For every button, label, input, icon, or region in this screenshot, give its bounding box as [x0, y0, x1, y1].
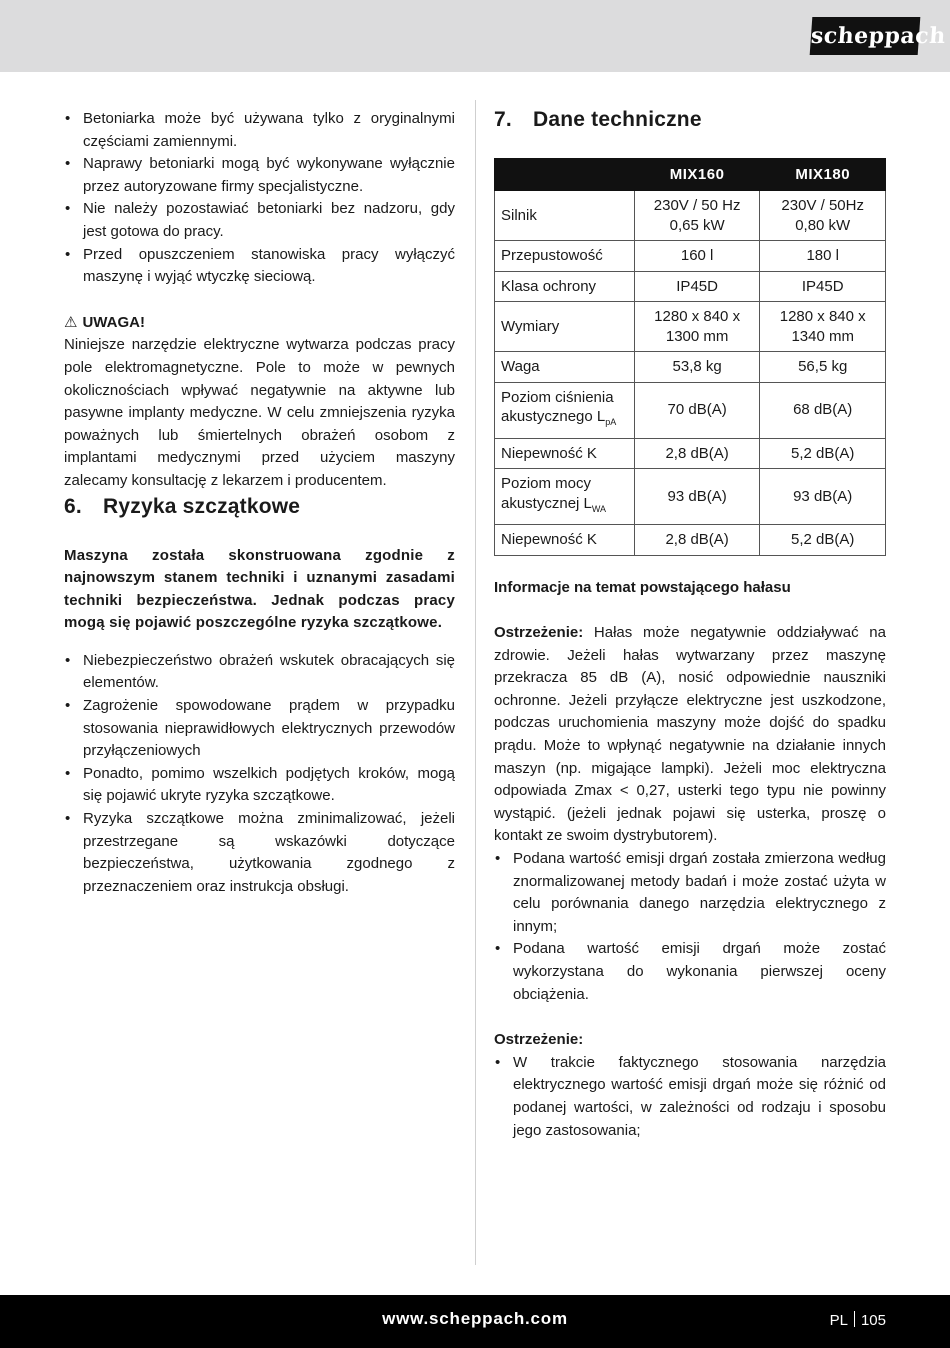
row-label: Wymiary [495, 302, 635, 352]
cell-line: akustycznego L [501, 408, 606, 425]
noise-warning-paragraph [494, 622, 886, 848]
warning-triangle-icon: ⚠ [64, 313, 78, 331]
warning-title [64, 312, 455, 335]
table-row [495, 352, 886, 383]
warning-block [64, 312, 455, 493]
row-label [495, 469, 635, 525]
table-cell: 2,8 dB(A) [634, 438, 760, 469]
row-label [495, 382, 635, 438]
table-cell: 56,5 kg [760, 352, 886, 383]
separator [854, 1311, 855, 1327]
table-header-cell: MIX160 [634, 159, 760, 191]
table-cell [634, 302, 760, 352]
list-item: • Przed opuszczeniem stanowiska pracy wyłączyć maszynę i wyjąć wtyczkę sieciową. [64, 244, 455, 289]
cell-line: 1280 x 840 x [779, 308, 866, 325]
table-row [495, 469, 886, 525]
table-row [495, 191, 886, 241]
section-number: 7. [494, 108, 512, 131]
table-row [495, 382, 886, 438]
table-header-row [495, 159, 886, 191]
table-row [495, 271, 886, 302]
header-bar [0, 0, 950, 72]
table-header-cell [495, 159, 635, 191]
list-item: • Ponadto, pomimo wszelkich podjętych kroków, mogą się pojawić ukryte ryzyka szczątkowe. [64, 763, 455, 808]
table-cell: 68 dB(A) [760, 382, 886, 438]
table-cell: 5,2 dB(A) [760, 438, 886, 469]
footer-website-link[interactable]: www.scheppach.com [382, 1309, 568, 1328]
language-code: PL [829, 1312, 848, 1329]
table-cell: 2,8 dB(A) [634, 525, 760, 556]
row-label: Przepustowość [495, 241, 635, 272]
list-item: • Betoniarka może być używana tylko z oryginalnymi częściami zamiennymi. [64, 108, 455, 153]
section-title: Ryzyka szczątkowe [103, 494, 301, 518]
table-cell: IP45D [760, 271, 886, 302]
table-cell [760, 302, 886, 352]
footer-bar [0, 1295, 950, 1348]
table-cell: 93 dB(A) [634, 469, 760, 525]
right-column [494, 106, 886, 1142]
cell-line: Poziom ciśnienia [501, 388, 614, 406]
table-cell: 70 dB(A) [634, 382, 760, 438]
warning-label: Ostrzeżenie: [494, 624, 584, 642]
column-divider [475, 100, 476, 1265]
section-title: Dane techniczne [533, 108, 702, 131]
page-indicator [830, 1310, 886, 1333]
table-row [495, 241, 886, 272]
table-header-cell: MIX180 [760, 159, 886, 191]
left-column [64, 108, 455, 898]
subscript: WA [591, 503, 607, 514]
table-cell: 180 l [760, 241, 886, 272]
table-cell: 160 l [634, 241, 760, 272]
section-number: 6. [64, 494, 82, 518]
technical-data-table [494, 158, 886, 556]
list-item: • Zagrożenie spowodowane prądem w przypadku stosowania nieprawidłowych elektrycznych przewodów przyłączeniowych [64, 695, 455, 763]
warning-text: Niniejsze narzędzie elektryczne wytwarza podczas pracy pole elektromagnetyczne. Pole to może w pewnych okolicznościach wpływać negatywnie na aktywne lub pasywne implanty medyczne. W celu zmniejszenia ryzyka poważnych lub śmiertelnych obrażeń osobom z implantami medycznymi przed użyciem maszyny zalecamy konsultację z lekarzem i producentem. [64, 336, 455, 489]
cell-line: 1300 mm [665, 327, 729, 345]
list-item: • Nie należy pozostawiać betoniarki bez nadzoru, gdy jest gotowa do pracy. [64, 198, 455, 243]
section-heading-7 [494, 106, 886, 134]
table-cell: 93 dB(A) [760, 469, 886, 525]
list-item: • Naprawy betoniarki mogą być wykonywane wyłącznie przez autoryzowane firmy specjalistyczne. [64, 153, 455, 198]
section-heading-6 [64, 493, 455, 521]
table-cell [634, 191, 760, 241]
list-item: • W trakcie faktycznego stosowania narzędzia elektrycznego wartość emisji drgań może się różnić od podanej wartości, w zależności od rodzaju i sposobu jego zastosowania; [494, 1052, 886, 1142]
list-item: • Ryzyka szczątkowe można zminimalizować, jeżeli przestrzegane są wskazówki dotyczące bezpieczeństwa, użytkowania zgodnego z przeznaczeniem oraz instrukcja obsługi. [64, 808, 455, 898]
cell-line: 0,80 kW [795, 216, 851, 234]
subscript: pA [605, 417, 617, 427]
cell-line: 0,65 kW [669, 216, 725, 234]
cell-line: 1340 mm [791, 327, 854, 345]
cell-line: 1280 x 840 x [654, 308, 741, 325]
vibration-bullet-list [494, 848, 886, 1006]
row-label: Niepewność K [495, 438, 635, 469]
warning-title-text: UWAGA! [82, 313, 145, 331]
row-label: Silnik [495, 191, 635, 241]
residual-risk-intro: Maszyna została skonstruowana zgodnie z najnowszym stanem techniki i uznanymi zasadami techniki bezpieczeństwa. Jednak podczas pracy mogą się pojawić poszczególne ryzyka szczątkowe. [64, 546, 455, 632]
cell-line: Poziom mocy [501, 475, 592, 492]
row-label: Waga [495, 352, 635, 383]
row-label: Niepewność K [495, 525, 635, 556]
vibration-warning-list [494, 1052, 886, 1142]
warning-text: Hałas może negatywnie oddziaływać na zdrowie. Jeżeli hałas wytwarzany przez maszynę przekracza 85 dB (A), nosić odpowiednie nauszniki ochronne. Jeżeli przyłącze elektryczne jest uszkodzone, podczas uruchomienia maszyny może dojść do spadku prądu. Może to wpłynąć negatywnie na działanie innych maszyn (np. migające lampki). Jeżeli moc elektryczna odpowiada Zmax < 0,27, usterki tego typu nie powinny wystąpić. (jeżeli jednak pojawi się usterka, proszę o kontakt ze swoim dystrybutorem). [494, 624, 886, 845]
safety-bullet-list [64, 108, 455, 289]
table-cell: 5,2 dB(A) [760, 525, 886, 556]
row-label: Klasa ochrony [495, 271, 635, 302]
table-cell [760, 191, 886, 241]
table-row [495, 438, 886, 469]
cell-line: 230V / 50 Hz [653, 197, 741, 214]
list-item: • Niebezpieczeństwo obrażeń wskutek obracających się elementów. [64, 650, 455, 695]
scheppach-logo: scheppach [810, 17, 921, 55]
page-number: 105 [860, 1312, 886, 1329]
table-cell: 53,8 kg [634, 352, 760, 383]
list-item: • Podana wartość emisji drgań została zmierzona według znormalizowanej metody badań i może zostać użyta w celu porównania danego narzędzia elektrycznego z innym; [494, 848, 886, 938]
residual-risk-list [64, 650, 455, 899]
cell-line: akustycznej L [501, 494, 592, 512]
noise-info-title: Informacje na temat powstającego hałasu [494, 578, 791, 596]
list-item: • Podana wartość emisji drgań może zostać wykorzystana do wykonania pierwszej oceny obciążenia. [494, 938, 886, 1006]
cell-line: 230V / 50Hz [781, 197, 864, 214]
table-cell: IP45D [634, 271, 760, 302]
warning-label-2: Ostrzeżenie: [494, 1031, 584, 1049]
table-row [495, 525, 886, 556]
table-row [495, 302, 886, 352]
